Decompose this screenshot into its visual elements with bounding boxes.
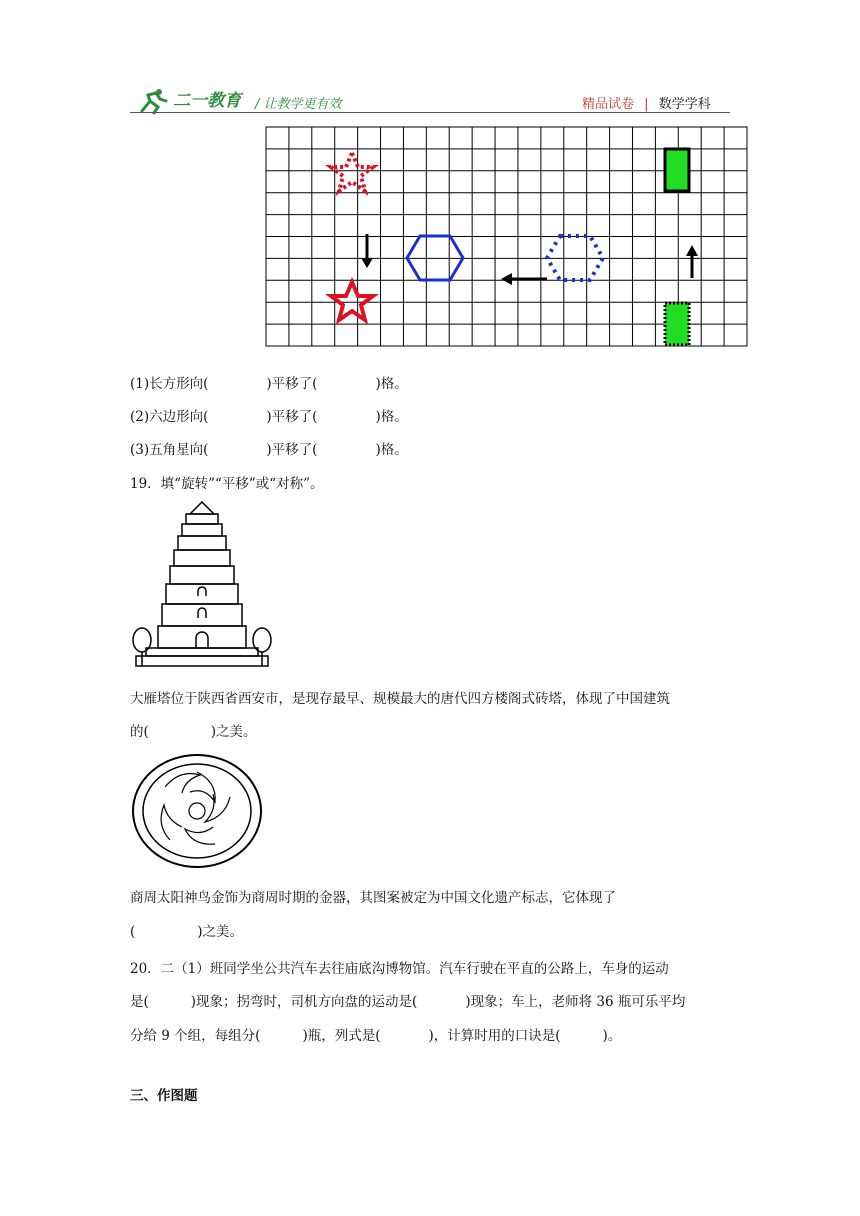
q18-item-3: (3)五角星向( )平移了( )格。 bbox=[130, 442, 408, 458]
header-divider: | bbox=[644, 97, 649, 112]
q18-item-2: (2)六边形向( )平移了( )格。 bbox=[130, 409, 408, 425]
q18-item-1: (1)长方形向( )平移了( )格。 bbox=[130, 376, 408, 392]
pagoda-image bbox=[130, 500, 275, 670]
logo bbox=[138, 86, 241, 115]
sunbird-text-line-1: 商周太阳神鸟金饰为商周时期的金器，其图案被定为中国文化遗产标志，它体现了 bbox=[130, 890, 616, 906]
arrow-left-icon bbox=[501, 273, 547, 285]
dotted-star-icon bbox=[331, 153, 373, 191]
runner-logo-icon bbox=[138, 89, 168, 115]
header-right bbox=[582, 93, 711, 112]
subject-label: 数学学科 bbox=[658, 97, 711, 112]
q20-line-1: 20．二（1）班同学坐公共汽车去往庙底沟博物馆。汽车行驶在平直的公路上，车身的运动 bbox=[130, 961, 669, 977]
header-rule bbox=[130, 112, 730, 113]
arrow-up-icon bbox=[686, 245, 698, 278]
pagoda-text-line-2: 的( )之美。 bbox=[130, 724, 257, 740]
star-icon bbox=[331, 282, 373, 320]
q20-line-2: 是( )现象；拐弯时，司机方向盘的运动是( )现象；车上，老师将 36 瓶可乐平均 bbox=[130, 994, 686, 1010]
brand-tag: 精品试卷 bbox=[582, 97, 635, 112]
section-title: 三、作图题 bbox=[130, 1088, 198, 1104]
header-slogan: / 让教学更有效 bbox=[255, 97, 342, 112]
sunbird-text-line-2: ( )之美。 bbox=[130, 924, 244, 940]
q19-title: 19．填“旋转”“平移”或“对称”。 bbox=[130, 476, 324, 492]
sun-bird-image bbox=[130, 752, 265, 870]
q20-line-3: 分给 9 个组，每组分( )瓶，列式是( )，计算时用的口诀是( )。 bbox=[130, 1028, 622, 1044]
translation-grid-figure bbox=[265, 126, 750, 348]
pagoda-text-line-1: 大雁塔位于陕西省西安市，是现存最早、规模最大的唐代四方楼阁式砖塔，体现了中国建筑 bbox=[130, 691, 670, 707]
logo-text: 二一教育 bbox=[173, 91, 242, 111]
arrow-down-icon bbox=[361, 234, 373, 268]
dotted-rectangle-shape bbox=[665, 303, 689, 345]
rectangle-shape bbox=[665, 149, 689, 191]
